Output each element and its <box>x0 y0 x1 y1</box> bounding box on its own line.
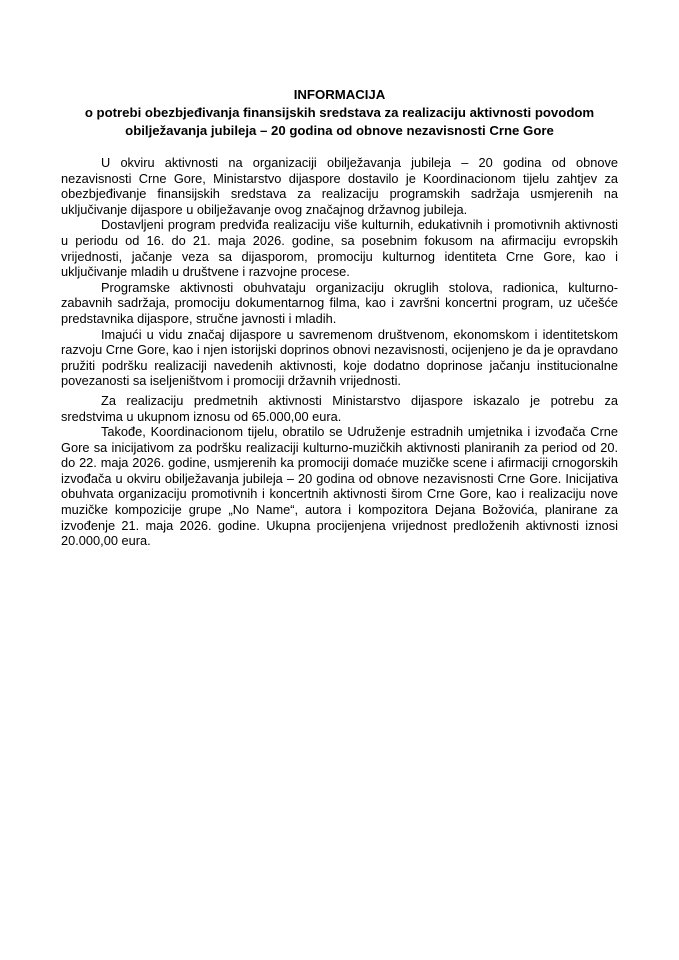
document-subtitle-line-1: o potrebi obezbjeđivanja finansijskih sredstava za realizaciju aktivnosti povodom <box>84 105 595 120</box>
paragraph-4: Imajući u vidu značaj dijaspore u savremenom društvenom, ekonomskom i identitetskom razvoju Crne Gore, kao i njen istorijski doprinos obnovi nezavisnosti, ocijenjeno je da je opravdano pružiti podršku realizaciji navedenih aktivnosti, koje dodatno doprinose jačanju institucionalne povezanosti sa iseljeništvom i promociji državnih vrijednosti. <box>61 326 618 389</box>
document-subtitle-line-2: obilježavanja jubileja – 20 godina od obnove nezavisnosti Crne Gore <box>125 123 554 138</box>
paragraph-6: Takođe, Koordinacionom tijelu, obratilo se Udruženje estradnih umjetnika i izvođača Crne Gore sa inicijativom za podršku realizaciji kulturno-muzičkih aktivnosti planiranih za period od 20. do 22. maja 2026. godine, usmjerenih ka promociji domaće muzičke scene i afirmaciji crnogorskih izvođača u okviru obilježavanja jubileja – 20 godina od obnove nezavisnosti Crne Gore. Inicijativa obuhvata organizaciju promotivnih i koncertnih aktivnosti širom Crne Gore, kao i realizaciju nove muzičke kompozicije grupe „No Name“, autora i kompozitora Dejana Božovića, planirane za izvođenje 21. maja 2026. godine. Ukupna procijenjena vrijednost predloženih aktivnosti iznosi 20.000,00 eura. <box>61 424 618 549</box>
paragraph-5: Za realizaciju predmetnih aktivnosti Ministarstvo dijaspore iskazalo je potrebu za sredstvima u ukupnom iznosu od 65.000,00 eura. <box>61 392 618 424</box>
paragraph-3: Programske aktivnosti obuhvataju organizaciju okruglih stolova, radionica, kulturno-zabavnih sadržaja, promociju dokumentarnog filma, kao i završni koncertni program, uz učešće predstavnika dijaspore, stručne javnosti i mladih. <box>61 279 618 326</box>
document-body <box>61 155 618 549</box>
paragraph-1: U okviru aktivnosti na organizaciji obilježavanja jubileja – 20 godina od obnove nezavisnosti Crne Gore, Ministarstvo dijaspore dostavilo je Koordinacionom tijelu zahtjev za obezbjeđivanje finansijskih sredstava za realizaciju programskih sadržaja usmjerenih na uključivanje dijaspore u obilježavanje ovog značajnog državnog jubileja. <box>61 155 618 217</box>
paragraph-2: Dostavljeni program predviđa realizaciju više kulturnih, edukativnih i promotivnih aktivnosti u periodu od 16. do 21. maja 2026. godine, sa posebnim fokusom na afirmaciju evropskih vrijednosti, jačanje veza sa dijasporom, promociju kulturnog identiteta Crne Gore, kao i uključivanje mladih u društvene i razvojne procese. <box>61 217 618 280</box>
document-title: INFORMACIJA <box>293 87 386 102</box>
document-heading <box>60 86 619 140</box>
